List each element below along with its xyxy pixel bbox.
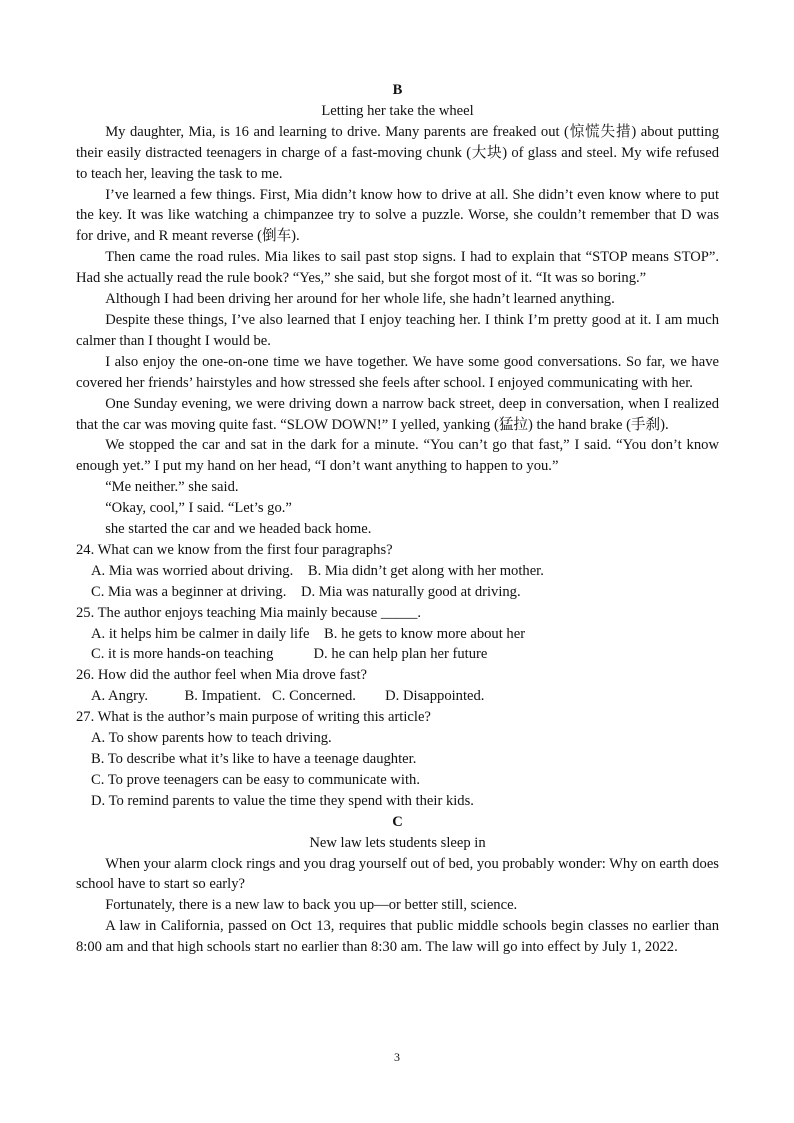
paragraph: Although I had been driving her around for her whole life, she hadn’t learned anything. <box>105 291 615 308</box>
option-line: A. it helps him be calmer in daily life B. he gets to know more about her <box>91 625 526 642</box>
option-line: C. Mia was a beginner at driving. D. Mia was naturally good at driving. <box>91 583 521 600</box>
dialogue-line: “Okay, cool,” I said. “Let’s go.” <box>105 500 292 517</box>
paragraph: Despite these things, I’ve also learned that I enjoy teaching her. I think I’m pretty good at it. I am much calmer than I thought I would be. <box>76 311 719 349</box>
option-line: D. To remind parents to value the time they spend with their kids. <box>91 792 474 809</box>
dialogue-line: “Me neither.” she said. <box>105 479 239 496</box>
question-stem: 26. How did the author feel when Mia drove fast? <box>76 667 367 684</box>
option-line: B. To describe what it’s like to have a teenage daughter. <box>91 751 417 767</box>
question-stem: 27. What is the author’s main purpose of writing this article? <box>76 709 431 726</box>
question-stem: 25. The author enjoys teaching Mia mainly because _____. <box>76 604 422 621</box>
paragraph: I also enjoy the one-on-one time we have together. We have some good conversations. So far, we have covered her friends’ hairstyles and how stressed she feels after school. I enjoyed communicating with her. <box>76 353 719 391</box>
section-c-label: C <box>392 813 403 830</box>
question-27 <box>76 707 719 812</box>
option-line: C. To prove teenagers can be easy to communicate with. <box>91 771 420 788</box>
section-b-label: B <box>392 82 403 98</box>
question-24 <box>76 540 719 603</box>
document-page <box>76 80 719 958</box>
option-line: A. To show parents how to teach driving. <box>91 730 332 747</box>
question-26 <box>76 665 719 707</box>
paragraph: My daughter, Mia, is 16 and learning to drive. Many parents are freaked out (惊慌失措) about putting their easily distracted teenagers in charge of a fast-moving chunk (大块) of glass and steel. My wife refused to teach her, leaving the task to me. <box>76 123 719 182</box>
section-c-title: New law lets students sleep in <box>309 834 486 851</box>
closing-line: she started the car and we headed back home. <box>105 521 372 538</box>
paragraph: We stopped the car and sat in the dark for a minute. “You can’t go that fast,” I said. “You don’t know enough yet.” I put my hand on her head, “I don’t want anything to happen to you.” <box>76 437 719 475</box>
paragraph: I’ve learned a few things. First, Mia didn’t know how to drive at all. She didn’t even know where to put the key. It was like watching a chimpanzee try to solve a puzzle. Worse, she couldn’t remember that D was for drive, and R meant reverse (倒车). <box>76 186 719 245</box>
option-line: A. Mia was worried about driving. B. Mia didn’t get along with her mother. <box>91 562 544 579</box>
question-stem: 24. What can we know from the first four paragraphs? <box>76 541 393 558</box>
section-b-title: Letting her take the wheel <box>321 102 474 119</box>
option-line: C. it is more hands-on teaching D. he can help plan her future <box>91 646 488 663</box>
option-line: A. Angry. B. Impatient. C. Concerned. D. Disappointed. <box>91 688 485 705</box>
page-number: 3 <box>394 1050 400 1064</box>
paragraph: A law in California, passed on Oct 13, requires that public middle schools begin classes no earlier than 8:00 am and that high schools start no earlier than 8:30 am. The law will go into effect by July 1, 2022. <box>76 918 719 956</box>
paragraph: When your alarm clock rings and you drag yourself out of bed, you probably wonder: Why on earth does school have to start so early? <box>76 855 719 893</box>
question-25 <box>76 603 719 666</box>
paragraph: One Sunday evening, we were driving down a narrow back street, deep in conversation, when I realized that the car was moving quite fast. “SLOW DOWN!” I yelled, yanking (猛拉) the hand brake (手刹). <box>76 395 719 433</box>
paragraph: Fortunately, there is a new law to back you up—or better still, science. <box>105 897 518 914</box>
paragraph: Then came the road rules. Mia likes to sail past stop signs. I had to explain that “STOP means STOP”. Had she actually read the rule book? “Yes,” she said, but she forgot most of it. “It was so boring.” <box>76 249 719 287</box>
